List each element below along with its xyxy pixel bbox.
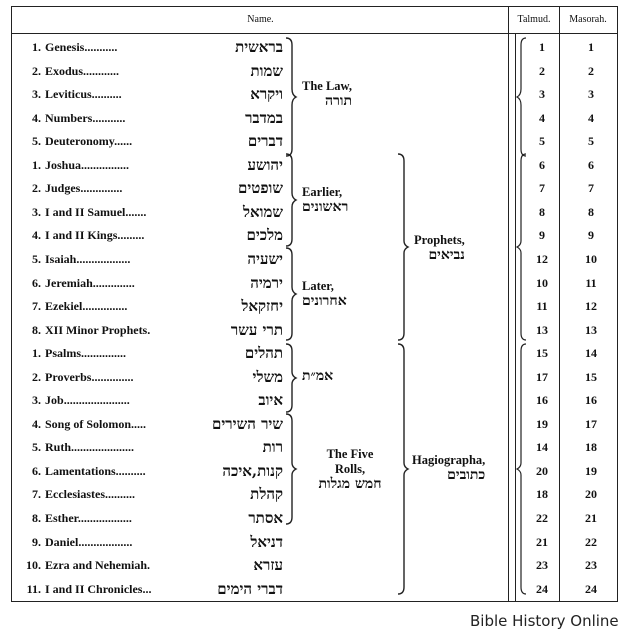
masorah-order: 9: [588, 228, 594, 243]
group-rolls-en1: The Five: [326, 447, 374, 461]
talmud-order: 23: [536, 558, 548, 573]
group-five-rolls: [302, 447, 398, 492]
leader-dots: .......: [125, 204, 147, 219]
masorah-order: 14: [585, 346, 597, 361]
masorah-order: 17: [585, 416, 597, 431]
book-name-cell: [15, 177, 283, 200]
talmud-order: 13: [536, 322, 548, 337]
book-hebrew: דברים: [247, 130, 283, 153]
masorah-order: 6: [588, 157, 594, 172]
masorah-order: 5: [588, 134, 594, 149]
book-name-cell: [15, 413, 283, 436]
book-name-cell: [15, 366, 283, 389]
leader-dots: ..................: [78, 534, 133, 549]
book-hebrew: אסתר: [247, 507, 283, 530]
book-name: Exodus: [45, 63, 84, 78]
book-number: 7.: [32, 299, 41, 314]
group-hagiographa-he: כתובים: [447, 467, 486, 483]
leader-dots: ..............: [92, 275, 135, 290]
book-name: XII Minor Prophets: [45, 322, 148, 337]
leader-dots: ..........: [104, 487, 135, 502]
book-name-cell: [15, 83, 283, 106]
leader-dots: ..............: [91, 369, 134, 384]
talmud-order: 10: [536, 275, 548, 290]
brace-talmud-prophets: [517, 153, 527, 341]
group-earlier: [302, 185, 348, 215]
book-hebrew: שמות: [250, 60, 284, 83]
book-number: 7.: [32, 487, 41, 502]
talmud-order: 21: [536, 534, 548, 549]
leader-dots: ..........: [115, 463, 146, 478]
talmud-order: 9: [539, 228, 545, 243]
brace-later: [284, 247, 296, 341]
book-hebrew: דברי הימים: [216, 578, 283, 601]
book-number: 3.: [32, 393, 41, 408]
leader-dots: ...: [142, 581, 152, 596]
group-emeth-he: אמ״ת: [302, 368, 334, 384]
book-number: 8.: [32, 322, 41, 337]
group-prophets-en: Prophets,: [414, 233, 465, 247]
brace-prophets: [396, 153, 408, 341]
brace-talmud-hagiographa: [517, 343, 527, 595]
group-hagiographa: [412, 453, 485, 483]
masorah-order: 19: [585, 463, 597, 478]
masorah-order: 24: [585, 581, 597, 596]
leader-dots: ...............: [81, 346, 126, 361]
book-name-cell: [15, 36, 283, 59]
book-name: Ruth: [45, 440, 72, 455]
book-hebrew: ישעיה: [246, 248, 283, 271]
header-talmud: Talmud.: [517, 14, 551, 25]
group-law: [302, 79, 352, 109]
book-hebrew: תהלים: [244, 342, 283, 365]
book-name: Psalms: [45, 346, 81, 361]
book-number: 4.: [32, 228, 41, 243]
masorah-order: 11: [585, 275, 597, 290]
book-name: Proverbs: [45, 369, 92, 384]
book-hebrew: במדבר: [244, 107, 283, 130]
book-name-cell: [15, 272, 283, 295]
leader-dots: ..................: [77, 511, 132, 525]
leader-dots: .: [147, 558, 150, 573]
brace-five-rolls: [284, 413, 296, 525]
group-law-he: תורה: [324, 93, 353, 109]
book-name-cell: [15, 507, 283, 530]
group-later-en: Later,: [302, 279, 334, 293]
book-hebrew: ירמיה: [249, 272, 283, 295]
book-name-cell: [15, 578, 283, 601]
talmud-order: 12: [536, 251, 548, 266]
book-number: 1.: [32, 40, 41, 54]
book-name: Leviticus: [45, 87, 92, 102]
group-earlier-en: Earlier,: [302, 185, 343, 199]
book-name: Ecclesiastes: [45, 487, 105, 502]
book-hebrew: קנות,איכה: [221, 460, 283, 483]
book-name-cell: [15, 531, 283, 554]
book-number: 2.: [32, 369, 41, 384]
talmud-order: 22: [536, 511, 548, 525]
masorah-order: 16: [585, 393, 597, 408]
book-name-cell: [15, 224, 283, 247]
masorah-order: 1: [588, 40, 594, 54]
book-hebrew: יהושע: [246, 154, 283, 177]
masorah-order: 20: [585, 487, 597, 502]
canon-table: [11, 6, 618, 602]
masorah-order: 2: [588, 63, 594, 78]
talmud-order: 2: [539, 63, 545, 78]
leader-dots: .: [147, 322, 151, 337]
book-number: 6.: [32, 275, 41, 290]
book-number: 4.: [32, 416, 41, 431]
group-law-en: The Law,: [302, 79, 353, 93]
talmud-order: 24: [536, 581, 548, 596]
book-hebrew: דניאל: [249, 531, 283, 554]
leader-dots: .........: [117, 228, 145, 243]
book-hebrew: משלי: [252, 366, 283, 389]
masorah-order: 8: [588, 204, 594, 219]
masorah-order: 18: [585, 440, 597, 455]
book-hebrew: קהלת: [249, 483, 283, 506]
book-number: 5.: [32, 251, 41, 266]
group-rolls-en2: Rolls,: [334, 462, 366, 476]
book-number: 8.: [32, 511, 41, 525]
book-name-cell: [15, 389, 283, 412]
book-number: 5.: [32, 440, 41, 455]
header-name: Name.: [247, 14, 274, 25]
book-number: 9.: [32, 534, 41, 549]
leader-dots: ............: [83, 63, 120, 78]
leader-dots: ...............: [82, 299, 128, 314]
book-hebrew: ויקרא: [249, 83, 283, 106]
masorah-order: 3: [588, 87, 594, 102]
header-masorah: Masorah.: [569, 14, 607, 25]
header-divider: [12, 33, 617, 34]
book-number: 10.: [26, 558, 41, 573]
book-name: Isaiah: [45, 251, 77, 266]
book-hebrew: תרי עשר: [230, 319, 283, 342]
site-credit: Bible History Online: [470, 612, 619, 630]
talmud-order: 19: [536, 416, 548, 431]
talmud-order: 8: [539, 204, 545, 219]
book-name-cell: [15, 130, 283, 153]
book-name-cell: [15, 154, 283, 177]
book-hebrew: שמואל: [242, 201, 283, 224]
book-hebrew: שיר השירים: [211, 413, 283, 436]
leader-dots: ...........: [92, 110, 126, 125]
book-name-cell: [15, 554, 283, 577]
masorah-order: 15: [585, 369, 597, 384]
book-name: Ezra and Nehemiah: [45, 558, 147, 573]
book-number: 11.: [26, 581, 41, 596]
book-name: Deuteronomy: [45, 134, 115, 149]
book-name: Genesis: [45, 40, 85, 54]
group-prophets-he: נביאים: [428, 247, 465, 263]
leader-dots: ................: [81, 157, 130, 172]
book-name: Esther: [45, 511, 78, 525]
masorah-order: 13: [585, 322, 597, 337]
book-number: 5.: [32, 134, 41, 149]
book-hebrew: יחזקאל: [240, 295, 283, 318]
book-hebrew: בראשית: [234, 36, 283, 59]
book-name-cell: [15, 342, 283, 365]
leader-dots: .....................: [71, 440, 135, 455]
book-hebrew: עזרא: [252, 554, 283, 577]
book-number: 6.: [32, 463, 41, 478]
book-name: Judges: [45, 181, 81, 196]
book-name-cell: [15, 319, 283, 342]
book-name-cell: [15, 295, 283, 318]
book-hebrew: מלכים: [245, 224, 283, 247]
book-number: 4.: [32, 110, 41, 125]
group-emeth: [302, 369, 333, 384]
book-name: Joshua: [45, 157, 82, 172]
masorah-order: 7: [588, 181, 594, 196]
masorah-order: 21: [585, 511, 597, 525]
leader-dots: .....: [131, 416, 147, 431]
masorah-order: 10: [585, 251, 597, 266]
leader-dots: ...........: [84, 40, 118, 54]
book-name-cell: [15, 60, 283, 83]
book-number: 3.: [32, 87, 41, 102]
talmud-order: 7: [539, 181, 545, 196]
group-earlier-he: ראשונים: [302, 199, 349, 215]
group-later: [302, 279, 347, 309]
book-number: 1.: [32, 157, 41, 172]
book-hebrew: רות: [262, 436, 283, 459]
talmud-order: 18: [536, 487, 548, 502]
group-rolls-he: חמש מגלות: [318, 476, 382, 492]
talmud-order: 17: [536, 369, 548, 384]
book-number: 2.: [32, 181, 41, 196]
leader-dots: ......................: [63, 393, 130, 408]
book-name: I and II Samuel: [45, 204, 126, 219]
talmud-order: 6: [539, 157, 545, 172]
leader-dots: ..................: [76, 251, 131, 266]
brace-law: [284, 37, 296, 157]
talmud-order: 14: [536, 440, 548, 455]
book-name: Jeremiah: [45, 275, 93, 290]
book-name: Daniel: [45, 534, 79, 549]
group-prophets: [414, 233, 465, 263]
book-name: Song of Solomon: [45, 416, 132, 431]
book-name: Job: [45, 393, 64, 408]
masorah-order: 4: [588, 110, 594, 125]
book-name-cell: [15, 436, 283, 459]
leader-dots: ......: [114, 134, 133, 149]
book-number: 3.: [32, 204, 41, 219]
talmud-order: 11: [536, 299, 548, 314]
book-hebrew: שופטים: [237, 177, 283, 200]
book-name: I and II Chronicles: [45, 581, 143, 596]
masorah-order: 12: [585, 299, 597, 314]
brace-emeth: [284, 343, 296, 413]
book-name-cell: [15, 460, 283, 483]
book-number: 2.: [32, 63, 41, 78]
book-name-cell: [15, 201, 283, 224]
book-name: I and II Kings: [45, 228, 118, 243]
book-name-cell: [15, 248, 283, 271]
book-number: 1.: [32, 346, 41, 361]
talmud-order: 5: [539, 134, 545, 149]
talmud-order: 3: [539, 87, 545, 102]
masorah-order: 23: [585, 558, 597, 573]
book-name-cell: [15, 107, 283, 130]
group-hagiographa-en: Hagiographa,: [412, 453, 486, 467]
talmud-order: 20: [536, 463, 548, 478]
leader-dots: ..............: [80, 181, 123, 196]
book-hebrew: איוב: [257, 389, 283, 412]
group-later-he: אחרונים: [302, 293, 347, 309]
masorah-order: 22: [585, 534, 597, 549]
book-name-cell: [15, 483, 283, 506]
talmud-order: 4: [539, 110, 545, 125]
talmud-order: 15: [536, 346, 548, 361]
talmud-order: 1: [539, 40, 545, 54]
book-name: Ezekiel: [45, 299, 83, 314]
book-name: Numbers: [45, 110, 93, 125]
brace-earlier: [284, 153, 296, 247]
book-name: Lamentations: [45, 463, 116, 478]
leader-dots: ..........: [91, 87, 122, 102]
brace-talmud-law: [517, 37, 527, 157]
talmud-order: 16: [536, 393, 548, 408]
